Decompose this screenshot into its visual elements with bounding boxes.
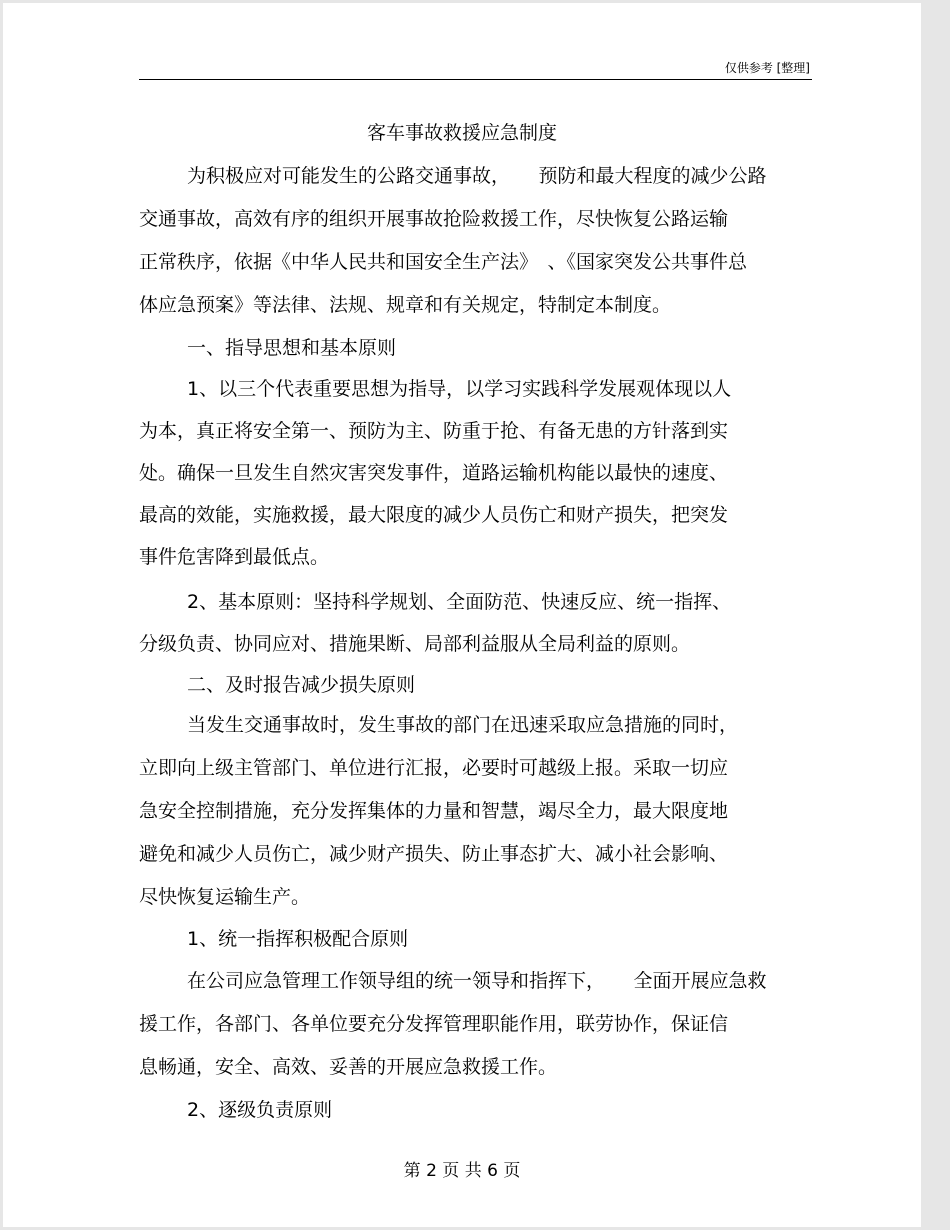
paragraph-line: 尽快恢复运输生产。 [139, 886, 311, 908]
page-number-footer: 第 2 页 共 6 页 [403, 1161, 521, 1181]
paragraph-line: 分级负责、协同应对、措施果断、局部利益服从全局利益的原则。 [139, 633, 691, 655]
paragraph-line: 为积极应对可能发生的公路交通事故， 预防和最大程度的减少公路 [187, 165, 767, 187]
section-heading: 二、及时报告减少损失原则 [187, 674, 416, 696]
paragraph-line: 处。确保一旦发生自然灾害突发事件，道路运输机构能以最快的速度、 [139, 462, 729, 484]
header-text: 仅供参考 [整理] [724, 61, 810, 75]
section-heading: 2、逐级负责原则 [187, 1099, 333, 1121]
paragraph-line: 为本，真正将安全第一、预防为主、防重于抢、有备无患的方针落到实 [139, 420, 729, 442]
paragraph-line: 避免和减少人员伤亡，减少财产损失、防止事态扩大、减小社会影响、 [139, 843, 729, 865]
paragraph-line: 息畅通，安全、高效、妥善的开展应急救援工作。 [139, 1056, 558, 1078]
paragraph-line: 在公司应急管理工作领导组的统一领导和指挥下， 全面开展应急救 [187, 970, 767, 992]
paragraph-line: 最高的效能，实施救援，最大限度的减少人员伤亡和财产损失，把突发 [139, 504, 729, 526]
paragraph-line: 1、以三个代表重要思想为指导，以学习实践科学发展观体现以人 [187, 378, 732, 400]
paragraph-line: 交通事故，高效有序的组织开展事故抢险救援工作，尽快恢复公路运输 [139, 208, 729, 230]
paragraph-line: 立即向上级主管部门、单位进行汇报，必要时可越级上报。采取一切应 [139, 757, 729, 779]
document-title: 客车事故救援应急制度 [366, 122, 557, 144]
section-heading: 1、统一指挥积极配合原则 [187, 928, 409, 950]
paragraph-line: 正常秩序，依据《中华人民共和国安全生产法》 、《国家突发公共事件总 [139, 251, 748, 273]
paragraph-line: 体应急预案》等法律、法规、规章和有关规定，特制定本制度。 [139, 294, 672, 316]
page-header [139, 55, 812, 80]
paragraph-line: 当发生交通事故时，发生事故的部门在迅速采取应急措施的同时， [187, 714, 739, 736]
section-heading: 一、指导思想和基本原则 [187, 337, 397, 359]
paragraph-line: 事件危害降到最低点。 [139, 546, 330, 568]
paragraph-line: 2、基本原则：坚持科学规划、全面防范、快速反应、统一指挥、 [187, 591, 732, 613]
paragraph-line: 援工作，各部门、各单位要充分发挥管理职能作用，联劳协作，保证信 [139, 1013, 729, 1035]
document-page [3, 3, 921, 1227]
paragraph-line: 急安全控制措施，充分发挥集体的力量和智慧，竭尽全力，最大限度地 [139, 800, 729, 822]
